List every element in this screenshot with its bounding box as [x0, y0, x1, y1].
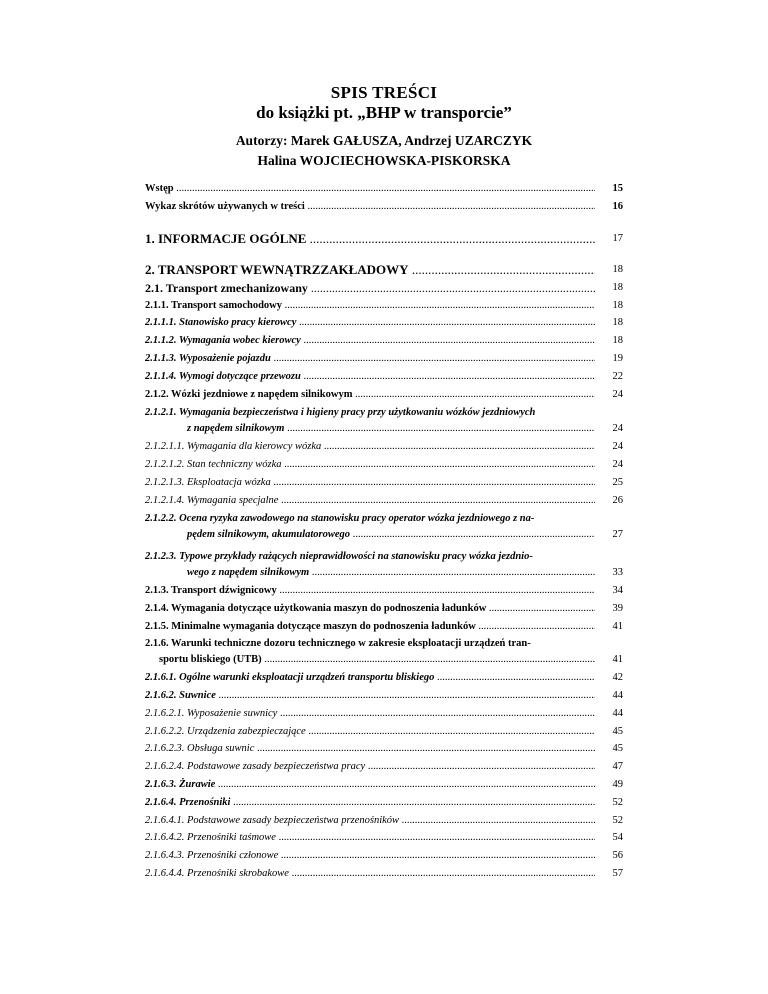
toc-entry [145, 687, 623, 705]
toc-entry-page: 49 [612, 778, 623, 790]
toc-entry [145, 406, 623, 438]
toc-entry-title: 2. TRANSPORT WEWNĄTRZZAKŁADOWY ..... [145, 261, 595, 279]
toc-entry-page: 41 [612, 654, 623, 666]
toc-entry-page: 52 [612, 796, 623, 808]
page-title: SPIS TREŚCI [330, 83, 438, 102]
toc-entry-title: 2.1.2.1.2. Stan techniczny wózka ..... [145, 456, 595, 474]
toc-entry-title [145, 550, 595, 582]
toc-entry [145, 332, 623, 350]
toc-entry [145, 669, 623, 687]
toc-entry-title: 2.1.1.1. Stanowisko pracy kierowcy ..... [145, 314, 595, 332]
toc-entry-title: 2.1.6.3. Żurawie ..... [145, 776, 595, 794]
toc-entry-page: 41 [612, 620, 623, 632]
toc-entry-page: 45 [612, 725, 623, 737]
table-of-contents [145, 180, 623, 883]
toc-entry [145, 740, 623, 758]
toc-entry [145, 812, 623, 830]
toc-entry-page: 54 [612, 832, 623, 844]
toc-entry [145, 279, 623, 297]
authors-line-1: Autorzy: Marek GAŁUSZA, Andrzej UZARCZYK [235, 133, 533, 148]
toc-entry-title: 2.1.1.3. Wyposażenie pojazdu ..... [145, 350, 595, 368]
toc-entry-title-line1: 2.1.2.1. Wymagania bezpieczeństwa i higieny pracy przy użytkowaniu wózków jezdniowych [145, 407, 536, 419]
toc-entry [145, 600, 623, 618]
toc-entry-title-line2: sportu bliskiego (UTB) ..... [145, 651, 595, 669]
toc-entry-title: 2.1.5. Minimalne wymagania dotyczące maszyn do podnoszenia ładunków ..... [145, 618, 595, 636]
toc-entry-title-line1: 2.1.6. Warunki techniczne dozoru technicznego w zakresie eksploatacji urządzeń tran- [145, 638, 531, 650]
toc-entry [145, 456, 623, 474]
toc-entry-page: 57 [612, 867, 623, 879]
toc-entry-page: 44 [612, 689, 623, 701]
toc-entry-title: 2.1.2.1.3. Eksploatacja wózka ..... [145, 474, 595, 492]
spacer [145, 248, 623, 261]
toc-entry-page: 47 [612, 761, 623, 773]
toc-entry-page: 17 [612, 232, 623, 244]
toc-entry-page: 56 [612, 850, 623, 862]
toc-entry-page: 34 [612, 584, 623, 596]
toc-entry [145, 847, 623, 865]
toc-entry [145, 776, 623, 794]
toc-entry-title: 2.1. Transport zmechanizowany ..... [145, 279, 595, 297]
toc-entry-title: 2.1.3. Transport dźwignicowy ..... [145, 582, 595, 600]
toc-entry [145, 198, 623, 216]
toc-entry-title: 2.1.2.1.1. Wymagania dla kierowcy wózka ..... [145, 438, 595, 456]
toc-entry-page: 18 [612, 335, 623, 347]
toc-entry-title: 2.1.6.2. Suwnice ..... [145, 687, 595, 705]
toc-entry-title: 2.1.2. Wózki jezdniowe z napędem silnikowym ..... [145, 386, 595, 404]
toc-entry-title: 2.1.6.1. Ogólne warunki eksploatacji urządzeń transportu bliskiego ..... [145, 669, 595, 687]
toc-entry [145, 829, 623, 847]
toc-entry [145, 438, 623, 456]
toc-entry-title-line2: pędem silnikowym, akumulatorowego ..... [145, 526, 595, 544]
toc-entry-title [145, 637, 595, 669]
toc-entry-page: 24 [612, 388, 623, 400]
spacer [145, 216, 623, 230]
toc-entry-page: 18 [612, 299, 623, 311]
toc-entry-title: 2.1.6.4.3. Przenośniki członowe ..... [145, 847, 595, 865]
toc-entry-title: Wykaz skrótów używanych w treści ..... [145, 198, 595, 216]
toc-entry [145, 474, 623, 492]
toc-entry-page: 24 [612, 458, 623, 470]
toc-entry-page: 19 [612, 352, 623, 364]
toc-entry-page: 18 [612, 317, 623, 329]
book-title: do książki pt. „BHP w transporcie” [256, 103, 512, 122]
toc-entry [145, 723, 623, 741]
toc-entry-title: 2.1.6.2.4. Podstawowe zasady bezpieczeństwa pracy ..... [145, 758, 595, 776]
toc-entry-title: 2.1.6.2.2. Urządzenia zabezpieczające ..... [145, 723, 595, 741]
toc-entry-title-line2: z napędem silnikowym ..... [145, 420, 595, 438]
toc-entry [145, 758, 623, 776]
toc-entry [145, 705, 623, 723]
toc-entry-page: 24 [612, 441, 623, 453]
toc-entry-title: 1. INFORMACJE OGÓLNE ..... [145, 230, 595, 248]
toc-entry [145, 180, 623, 198]
toc-entry-page: 22 [612, 370, 623, 382]
toc-entry [145, 350, 623, 368]
toc-entry [145, 512, 623, 544]
toc-entry-page: 16 [612, 200, 623, 212]
toc-entry-title-line1: 2.1.2.2. Ocena ryzyka zawodowego na stanowisku pracy operator wózka jezdniowego z na- [145, 513, 535, 525]
toc-entry [145, 261, 623, 279]
toc-entry-page: 39 [612, 602, 623, 614]
toc-entry-title: 2.1.6.2.3. Obsługa suwnic ..... [145, 740, 595, 758]
toc-entry-title: 2.1.6.4.4. Przenośniki skrobakowe ..... [145, 865, 595, 883]
toc-entry-page: 45 [612, 743, 623, 755]
toc-entry-page: 18 [612, 263, 623, 275]
toc-entry-page: 18 [612, 281, 623, 293]
toc-entry-page: 33 [612, 567, 623, 579]
toc-entry-page: 24 [612, 423, 623, 435]
toc-entry [145, 314, 623, 332]
toc-entry [145, 582, 623, 600]
toc-entry-page: 44 [612, 707, 623, 719]
toc-entry-title: 2.1.6.2.1. Wyposażenie suwnicy ..... [145, 705, 595, 723]
toc-entry-title [145, 512, 595, 544]
toc-entry-page: 42 [612, 672, 623, 684]
toc-entry-title: 2.1.1.2. Wymagania wobec kierowcy ..... [145, 332, 595, 350]
toc-entry-title-line2: wego z napędem silnikowym ..... [145, 564, 595, 582]
toc-entry-title: Wstęp ..... [145, 180, 595, 198]
toc-entry [145, 492, 623, 510]
toc-entry-page: 15 [612, 183, 623, 194]
toc-entry [145, 230, 623, 248]
toc-entry [145, 297, 623, 315]
document-header [0, 83, 768, 169]
toc-entry [145, 865, 623, 883]
toc-entry-title: 2.1.6.4.1. Podstawowe zasady bezpieczeństwa przenośników ..... [145, 812, 595, 830]
toc-entry [145, 618, 623, 636]
toc-entry-title: 2.1.6.4.2. Przenośniki taśmowe ..... [145, 829, 595, 847]
toc-entry-title: 2.1.4. Wymagania dotyczące użytkowania maszyn do podnoszenia ładunków ..... [145, 600, 595, 618]
toc-entry [145, 386, 623, 404]
toc-entry-title: 2.1.2.1.4. Wymagania specjalne ..... [145, 492, 595, 510]
toc-entry-title: 2.1.1. Transport samochodowy ..... [145, 297, 595, 315]
toc-entry-page: 52 [612, 814, 623, 826]
toc-entry [145, 794, 623, 812]
toc-entry-title [145, 406, 595, 438]
toc-entry-title: 2.1.1.4. Wymogi dotyczące przewozu ..... [145, 368, 595, 386]
toc-entry [145, 550, 623, 582]
toc-entry [145, 368, 623, 386]
toc-entry-page: 27 [612, 529, 623, 541]
toc-entry [145, 637, 623, 669]
toc-entry-page: 26 [612, 494, 623, 506]
authors-line-2: Halina WOJCIECHOWSKA-PISKORSKA [257, 153, 511, 168]
toc-entry-page: 25 [612, 476, 623, 488]
toc-entry-title-line1: 2.1.2.3. Typowe przykłady rażących nieprawidłowości na stanowisku pracy wózka jezdnio- [145, 551, 533, 563]
toc-entry-title: 2.1.6.4. Przenośniki ..... [145, 794, 595, 812]
